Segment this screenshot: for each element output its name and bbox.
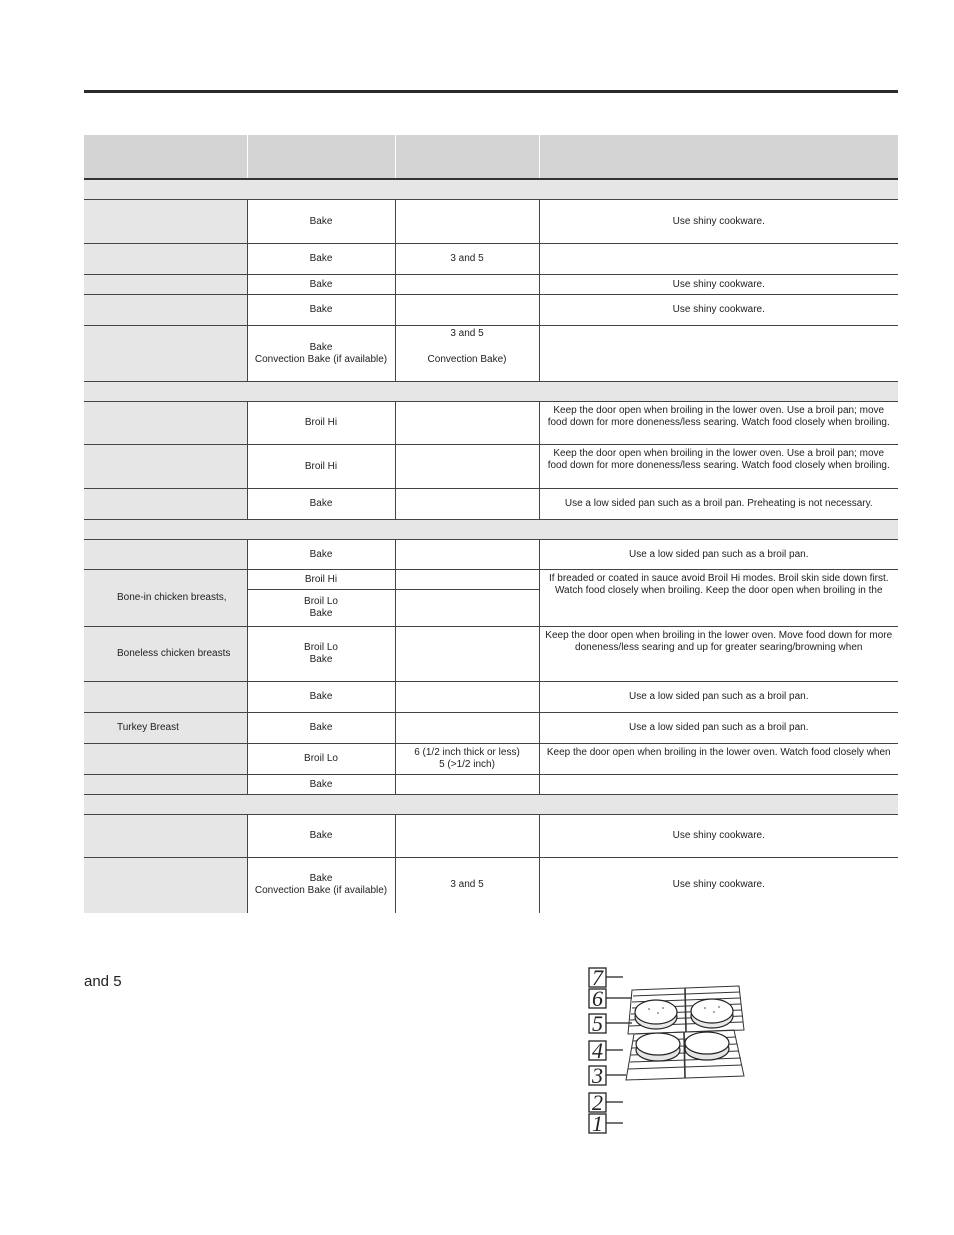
cooking-mode-line: Bake	[309, 654, 333, 665]
header-cell-rack-position	[395, 135, 539, 179]
cooking-tips-cell: Keep the door open when broiling in the lower oven. Use a broil pan; move food down for more doneness/less searing. Watch food closely when broiling.	[539, 445, 898, 489]
cooking-mode-cell	[247, 275, 395, 295]
svg-text:7: 7	[592, 965, 603, 990]
food-type-cell	[84, 326, 247, 382]
category-row	[84, 179, 898, 200]
food-type-cell	[84, 445, 247, 489]
cooking-mode-line: Bake	[309, 691, 333, 702]
cooking-tips-cell: Use shiny cookware.	[539, 858, 898, 913]
cooking-mode-line: Bake	[309, 498, 333, 509]
rack-position-cell	[395, 713, 539, 744]
cooking-mode-cell	[247, 590, 395, 627]
cooking-tips-cell	[539, 244, 898, 275]
cooking-mode-cell	[247, 295, 395, 326]
rack-label-3	[589, 1063, 626, 1088]
rack-position-cell	[395, 200, 539, 244]
cooking-mode-cell	[247, 200, 395, 244]
cooking-mode-cell	[247, 570, 395, 590]
svg-text:5: 5	[592, 1011, 603, 1036]
cooking-tips-cell: Keep the door open when broiling in the lower oven. Watch food closely when	[539, 744, 898, 775]
cooking-mode-line: Bake	[309, 341, 333, 353]
cooking-mode-line: Bake	[309, 608, 333, 619]
rack-position-line: 5 (>1/2 inch)	[439, 759, 495, 770]
cooking-mode-cell	[247, 445, 395, 489]
cooking-mode-cell	[247, 489, 395, 520]
svg-text:1: 1	[592, 1111, 603, 1136]
lower-cake-pan-left	[636, 1033, 680, 1061]
table-row	[84, 402, 898, 445]
cooking-mode-cell	[247, 326, 395, 382]
cooking-mode-line: Bake	[309, 722, 333, 733]
table-row	[84, 326, 898, 382]
category-row	[84, 795, 898, 815]
rack-label-6	[589, 986, 632, 1011]
cooking-mode-line: Broil Hi	[304, 417, 338, 428]
svg-text:4: 4	[592, 1038, 603, 1063]
table-row	[84, 200, 898, 244]
rack-position-cell	[395, 489, 539, 520]
rack-position-line: 3 and 5	[450, 253, 484, 264]
rack-label-1	[589, 1111, 623, 1136]
food-type-cell	[84, 275, 247, 295]
lower-cake-pan-right	[685, 1032, 729, 1060]
cooking-tips-cell: Use a low sided pan such as a broil pan.	[539, 713, 898, 744]
cooking-mode-cell	[247, 713, 395, 744]
rack-label-5	[589, 1011, 632, 1036]
cooking-tips-cell: If breaded or coated in sauce avoid Broil Hi modes. Broil skin side down first. Watch food closely when broiling. Keep the door open when broiling in the	[539, 570, 898, 627]
upper-cake-pan-right	[691, 999, 733, 1028]
rack-position-line: 3 and 5	[450, 879, 484, 891]
cooking-tips-cell: Keep the door open when broiling in the lower oven. Use a broil pan; move food down for more doneness/less searing. Watch food closely when broiling.	[539, 402, 898, 445]
rack-position-cell	[395, 815, 539, 858]
table-row	[84, 244, 898, 275]
food-type-cell	[84, 815, 247, 858]
rack-position-cell	[395, 570, 539, 590]
cooking-mode-line: Broil Lo	[304, 642, 338, 653]
food-type-cell	[84, 540, 247, 570]
rack-position-cell	[395, 275, 539, 295]
rack-position-cell	[395, 775, 539, 795]
cooking-tips-cell: Use a low sided pan such as a broil pan. Preheating is not necessary.	[539, 489, 898, 520]
food-type-cell	[84, 402, 247, 445]
cooking-guide-table	[84, 135, 898, 913]
rack-position-cell	[395, 627, 539, 682]
table-row	[84, 682, 898, 713]
cooking-tips-cell: Use a low sided pan such as a broil pan.	[539, 682, 898, 713]
rack-position-cell	[395, 295, 539, 326]
cooking-tips-cell: Use shiny cookware.	[539, 815, 898, 858]
rack-position-cell	[395, 402, 539, 445]
table-row	[84, 815, 898, 858]
category-label	[84, 179, 898, 200]
cooking-mode-cell	[247, 744, 395, 775]
food-type-cell	[84, 200, 247, 244]
food-type-cell	[84, 744, 247, 775]
table-row	[84, 489, 898, 520]
food-type-cell	[84, 682, 247, 713]
table-row	[84, 540, 898, 570]
rack-note: and 5	[84, 973, 122, 990]
category-label	[84, 382, 898, 402]
svg-text:6: 6	[592, 986, 603, 1011]
table-row	[84, 858, 898, 913]
table-body	[84, 179, 898, 913]
cooking-tips-cell: Use shiny cookware.	[539, 200, 898, 244]
category-row	[84, 520, 898, 540]
cooking-mode-cell	[247, 682, 395, 713]
cooking-mode-line: Broil Hi	[304, 573, 338, 585]
header-cell-tips	[539, 135, 898, 179]
cooking-mode-line: Convection Bake (if available)	[254, 885, 388, 897]
rack-position-cell	[395, 540, 539, 570]
rack-label-4	[589, 1038, 623, 1063]
rack-position-note: Convection Bake)	[427, 354, 507, 365]
cooking-mode-line: Bake	[309, 873, 333, 885]
cooking-mode-line: Bake	[309, 778, 333, 790]
table-row	[84, 713, 898, 744]
category-label	[84, 795, 898, 815]
food-type-cell	[84, 244, 247, 275]
cooking-mode-cell	[247, 815, 395, 858]
header-rule	[84, 90, 898, 93]
table-row	[84, 295, 898, 326]
food-type-cell: Boneless chicken breasts	[84, 627, 247, 682]
cooking-mode-cell	[247, 540, 395, 570]
cooking-tips-cell: Use shiny cookware.	[539, 295, 898, 326]
table-header	[84, 135, 898, 179]
cooking-mode-cell	[247, 858, 395, 913]
rack-position-primary: 3 and 5	[450, 328, 484, 339]
table-row	[84, 570, 898, 590]
svg-text:3: 3	[592, 1063, 603, 1088]
rack-position-cell	[395, 590, 539, 627]
food-type-cell	[84, 775, 247, 795]
table-row	[84, 744, 898, 775]
cooking-mode-line: Bake	[309, 253, 333, 264]
rack-position-cell	[395, 244, 539, 275]
cooking-tips-cell	[539, 326, 898, 382]
cooking-mode-cell	[247, 627, 395, 682]
cooking-mode-line: Bake	[309, 548, 333, 560]
cooking-mode-line: Broil Hi	[304, 460, 338, 472]
cooking-mode-line: Broil Lo	[304, 596, 338, 607]
cooking-mode-line: Convection Bake (if available)	[254, 353, 388, 365]
rack-position-cell	[395, 445, 539, 489]
rack-position-line: 6 (1/2 inch thick or less)	[414, 747, 520, 758]
header-cell-cooking-mode	[247, 135, 395, 179]
food-type-cell	[84, 295, 247, 326]
svg-text:2: 2	[592, 1090, 603, 1115]
cooking-tips-cell: Use shiny cookware.	[539, 275, 898, 295]
rack-position-cell	[395, 858, 539, 913]
cooking-mode-line: Bake	[309, 304, 333, 315]
cooking-mode-cell	[247, 244, 395, 275]
cooking-mode-line: Bake	[309, 830, 333, 841]
rack-position-cell	[395, 744, 539, 775]
cooking-tips-cell: Keep the door open when broiling in the lower oven. Move food down for more doneness/less searing and up for greater searing/browning when	[539, 627, 898, 682]
food-type-cell: Turkey Breast	[84, 713, 247, 744]
header-cell-food-type	[84, 135, 247, 179]
category-row	[84, 382, 898, 402]
upper-cake-pan-left	[635, 1000, 677, 1029]
cooking-mode-line: Broil Lo	[304, 753, 338, 764]
food-type-cell	[84, 489, 247, 520]
category-label	[84, 520, 898, 540]
cooking-mode-line: Bake	[309, 215, 333, 227]
cooking-mode-cell	[247, 402, 395, 445]
table-row	[84, 775, 898, 795]
food-type-cell: Bone-in chicken breasts,	[84, 570, 247, 627]
cooking-tips-cell	[539, 775, 898, 795]
rack-position-cell	[395, 326, 539, 382]
table-row	[84, 275, 898, 295]
rack-position-cell	[395, 682, 539, 713]
food-type-cell	[84, 858, 247, 913]
rack-position-diagram	[586, 964, 756, 1136]
cooking-tips-cell: Use a low sided pan such as a broil pan.	[539, 540, 898, 570]
cooking-mode-line: Bake	[309, 278, 333, 290]
cooking-mode-cell	[247, 775, 395, 795]
table-row	[84, 627, 898, 682]
table-row	[84, 445, 898, 489]
